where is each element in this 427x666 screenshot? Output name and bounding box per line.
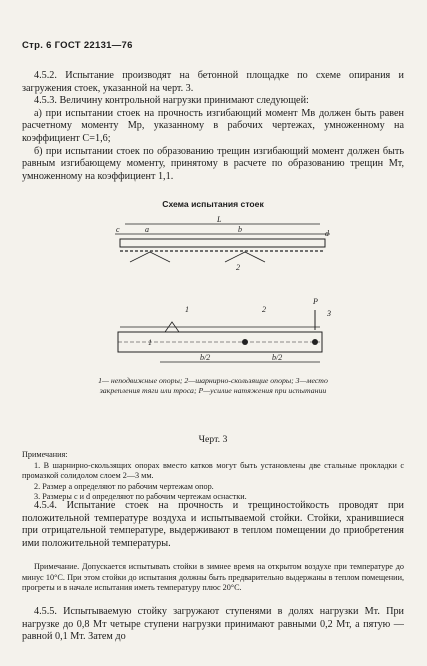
note-item: 1. В шарнирно-скользящих опорах вместо катков могут быть установлены две стальные прокладки с промазкой солидолом слоем 2—3 мм.	[22, 460, 404, 480]
label-P: P	[313, 297, 318, 306]
paragraph: 4.5.2. Испытание производят на бетонной площадке по схеме опирания и загружения стоек, указанной на черт. 3.	[22, 70, 404, 94]
label-c: c	[116, 225, 120, 234]
notes-block	[22, 450, 404, 503]
figure-title: Схема испытания стоек	[162, 199, 264, 209]
label-d: d	[325, 229, 329, 238]
label-1b: 1	[148, 338, 152, 347]
label-b: b	[238, 225, 242, 234]
text-block-mid	[22, 500, 404, 550]
label-a: a	[145, 225, 149, 234]
label-b-half-2: b/2	[272, 353, 283, 362]
figure-diagram	[0, 212, 427, 374]
paragraph: 4.5.5. Испытываемую стойку загружают ступенями в долях нагрузки Мт. При нагрузке до 0,8 Мт четыре ступени нагрузки принимают равными 0,2 Мт, а пятую — равной 0,1 Мт. Затем до	[22, 606, 404, 643]
label-2b: 2	[262, 305, 266, 314]
paragraph: б) при испытании стоек по образованию трещин изгибающий момент должен быть равным изгибающему моменту, принятому в расчете по образованию трещин Мт, умноженному на коэффициент 1,1.	[22, 145, 404, 182]
figure-number: Черт. 3	[198, 434, 228, 445]
notes-heading: Примечания:	[22, 450, 68, 459]
note-block-2	[22, 562, 404, 594]
text-block-top	[22, 70, 404, 183]
note-item: 2. Размер а определяют по рабочим чертежам опор.	[34, 481, 214, 491]
page-header: Стр. 6 ГОСТ 22131—76	[22, 40, 133, 51]
paragraph: а) при испытании стоек на прочность изгибающий момент Мв должен быть равен расчетному моменту Мр, указанному в рабочих чертежах, умноженному на коэффициент С=1,6;	[22, 107, 404, 144]
label-b-half-1: b/2	[200, 353, 211, 362]
label-1: 1	[185, 305, 189, 314]
label-L: L	[217, 215, 222, 224]
paragraph: 4.5.3. Величину контрольной нагрузки принимают следующей:	[34, 95, 309, 107]
text-block-bottom	[22, 606, 404, 644]
label-3: 3	[327, 309, 331, 318]
figure-caption: 1— неподвижные опоры; 2—шарнирно-скользящие опоры; 3—место закрепления тяги или троса; P—усилие натяжения при испытании	[98, 376, 328, 395]
paragraph: 4.5.4. Испытание стоек на прочность и трещиностойкость проводят при положительной температуре воздуха и испытываемой стойки. Стойки, хранившиеся при отрицательной температуре, выдерживают в теплом помещении до приобретения ими положительной температуры.	[22, 500, 404, 549]
note-item: 3. Размеры с и d определяют по рабочим чертежам оснастки.	[34, 492, 247, 501]
note-paragraph: Примечание. Допускается испытывать стойки в зимнее время на открытом воздухе при температуре до минус 10°С. При этом стойки до испытания должны быть предварительно выдержаны в теплом помещении, прогреты и в начале испытания иметь температуру плюс 20°С.	[22, 562, 404, 592]
label-2: 2	[236, 263, 240, 272]
